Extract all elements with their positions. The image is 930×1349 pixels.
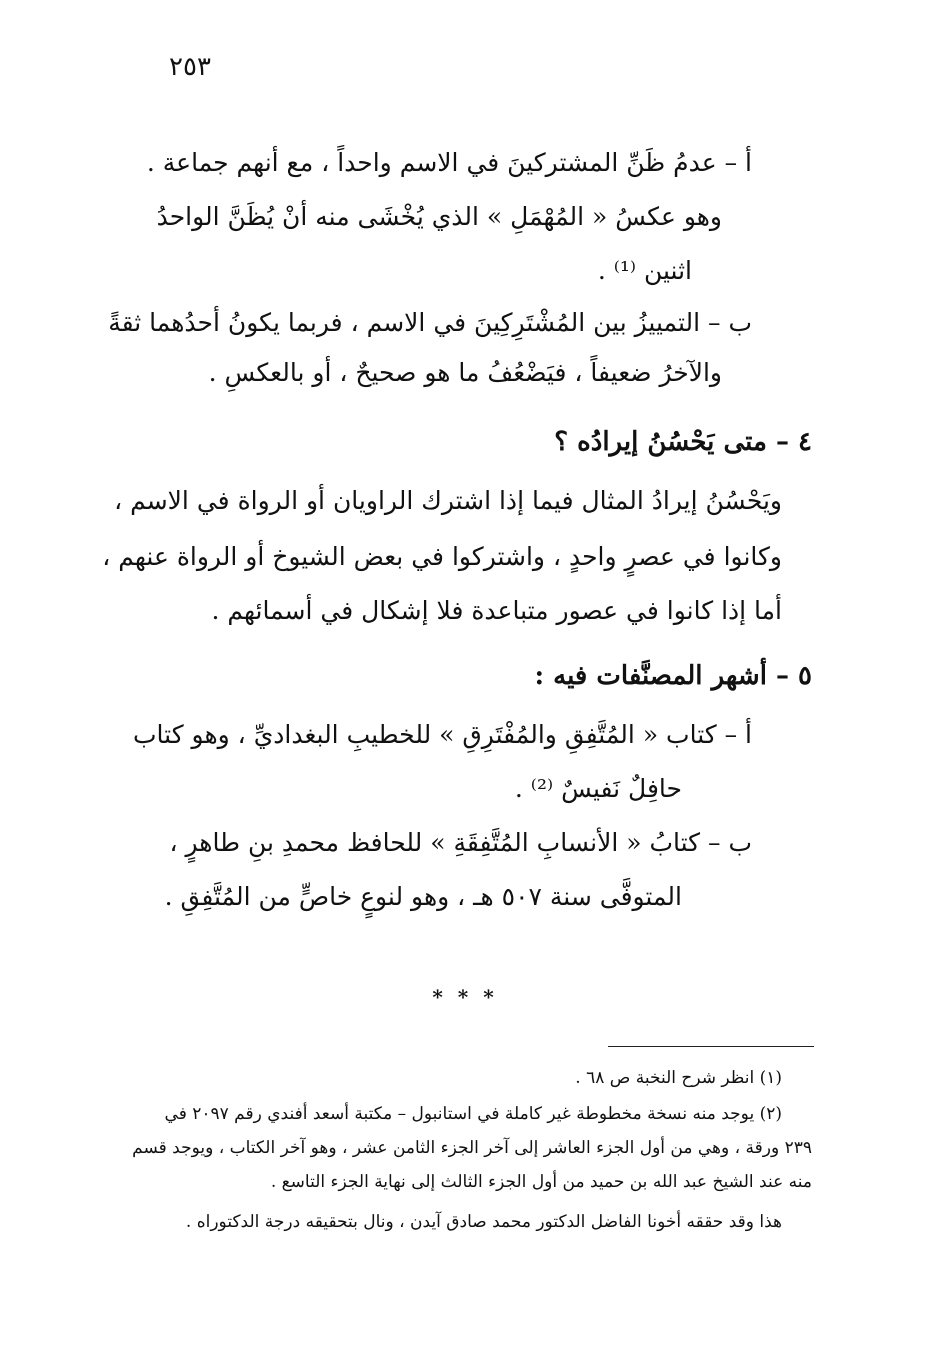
book-a-line-2: حافِلٌ نَفيسٌ ⁽²⁾ . — [514, 774, 682, 803]
section-separator: * * * — [432, 985, 498, 1009]
section-b-line-1: ب – التمييزُ بين المُشْتَرِكِينَ في الاسم ، فربما يكونُ أحدُهما ثقةً — [108, 308, 752, 337]
para-4-line-2: وكانوا في عصرٍ واحدٍ ، واشتركوا في بعض الشيوخ أو الرواة عنهم ، — [102, 542, 782, 571]
section-a-line-1: أ – عدمُ ظَنِّ المشتركينَ في الاسم واحداً ، مع أنهم جماعة . — [146, 148, 752, 177]
section-a-line-2: وهو عكسُ « المُهْمَلِ » الذي يُخْشَى منه أنْ يُظَنَّ الواحدُ — [156, 202, 722, 231]
footnote-2-line-2: ٢٣٩ ورقة ، وهي من أول الجزء العاشر إلى آخر الجزء الثامن عشر ، وهو آخر الكتاب ، ويوجد قسم — [132, 1138, 812, 1158]
book-a-line-1: أ – كتاب « المُتَّفِقِ والمُفْتَرِقِ » للخطيبِ البغداديِّ ، وهو كتاب — [133, 720, 752, 749]
footnote-1: (١) انظر شرح النخبة ص ٦٨ . — [575, 1068, 782, 1088]
footnote-2-line-1: (٢) يوجد منه نسخة مخطوطة غير كاملة في استانبول – مكتبة أسعد أفندي رقم ٢٠٩٧ في — [164, 1104, 782, 1124]
book-b-line-2: المتوفَّى سنة ٥٠٧ هـ ، وهو لنوعٍ خاصٍّ من المُتَّفِقِ . — [164, 882, 682, 911]
section-b-line-2: والآخرُ ضعيفاً ، فيَضْعُفُ ما هو صحيحٌ ، أو بالعكسِ . — [208, 358, 722, 387]
heading-when-to-cite: ٤ – متى يَحْسُنُ إيرادُه ؟ — [554, 427, 812, 457]
footnote-2-line-3: منه عند الشيخ عبد الله بن حميد من أول الجزء الثالث إلى نهاية الجزء التاسع . — [270, 1172, 812, 1192]
page-number: ٢٥٣ — [169, 52, 211, 82]
heading-famous-works: ٥ – أشهر المصنَّفات فيه : — [534, 661, 812, 691]
para-4-line-1: ويَحْسُنُ إيرادُ المثال فيما إذا اشترك الراويان أو الرواة في الاسم ، — [114, 486, 782, 515]
footnote-2-line-4: هذا وقد حققه أخونا الفاضل الدكتور محمد صادق آيدن ، ونال بتحقيقه درجة الدكتوراه . — [185, 1212, 782, 1232]
footnote-rule — [608, 1046, 814, 1047]
section-a-line-3: اثنين ⁽¹⁾ . — [597, 256, 692, 285]
book-b-line-1: ب – كتابُ « الأنسابِ المُتَّفِقَةِ » للحافظ محمدِ بنِ طاهرٍ ، — [169, 828, 752, 857]
para-4-line-3: أما إذا كانوا في عصور متباعدة فلا إشكال في أسمائهم . — [211, 596, 782, 625]
